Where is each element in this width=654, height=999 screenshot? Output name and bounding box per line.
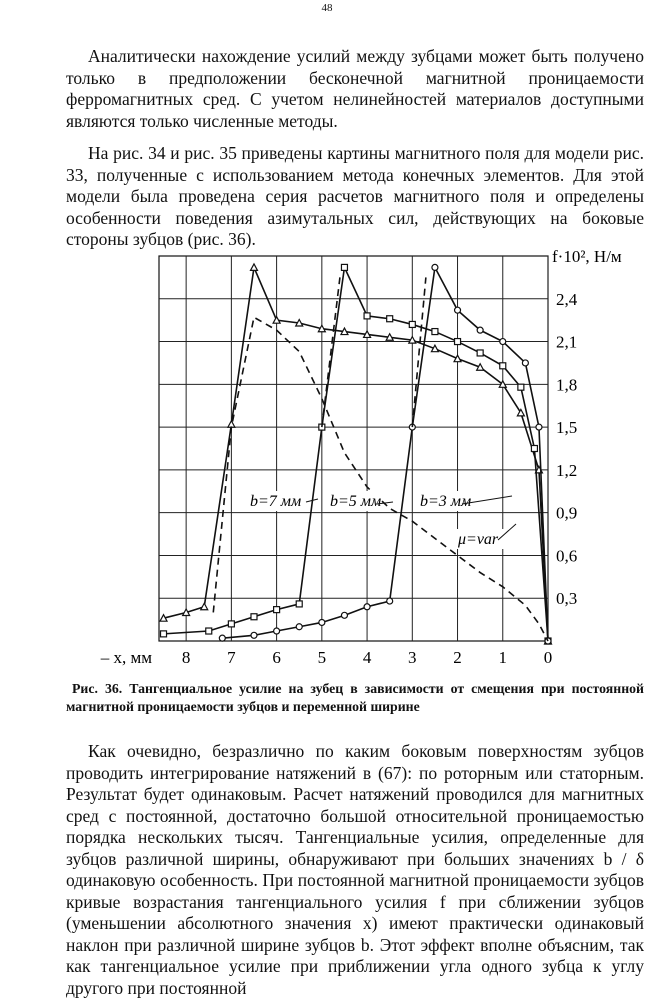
paragraph-1: Аналитически нахождение усилий между зубцами может быть получено только в предположении бесконечной магнитной проницаемости ферромагнитных сред. С учетом нелинейностей материалов доступными являются только численные методы.: [66, 46, 644, 131]
square-marker: [251, 614, 257, 620]
series-line: [164, 267, 548, 641]
circle-marker: [274, 628, 280, 634]
x-axis-label: – x, мм: [100, 648, 152, 667]
circle-marker: [432, 264, 438, 270]
square-marker: [409, 321, 415, 327]
x-tick-label: 7: [227, 648, 236, 667]
circle-marker: [364, 604, 370, 610]
circle-marker: [455, 307, 461, 313]
square-marker: [455, 339, 461, 345]
square-marker: [500, 363, 506, 369]
square-marker: [228, 621, 234, 627]
series-label: μ=var: [458, 531, 499, 548]
square-marker: [296, 601, 302, 607]
x-tick-label: 4: [362, 648, 372, 667]
circle-marker: [341, 612, 347, 618]
square-marker: [387, 316, 393, 322]
series-line: [164, 267, 548, 641]
circle-marker: [536, 424, 542, 430]
square-marker: [274, 607, 280, 613]
circle-marker: [219, 635, 225, 641]
paragraph-2: На рис. 34 и рис. 35 приведены картины магнитного поля для модели рис. 33, полученные с использованием метода конечных элементов. Для этой модели была проведена серия расчетов магнитного поля и определены особенности поведения азимутальных сил, действующих на боковые стороны зубцов (рис. 36).: [66, 143, 644, 249]
figure-caption: Рис. 36. Тангенциальное усилие на зубец в зависимости от смещения при постоянной магнитной проницаемости зубцов и переменной ширине: [66, 681, 644, 714]
square-marker: [477, 350, 483, 356]
circle-marker: [522, 360, 528, 366]
y-tick-label: 1,5: [556, 418, 578, 438]
series-line: [412, 277, 426, 427]
y-axis-label: f·10², Н/м: [552, 247, 622, 266]
x-tick-label: 1: [498, 648, 508, 667]
circle-marker: [500, 339, 506, 345]
x-tick-label: 0: [543, 648, 553, 667]
circle-marker: [319, 619, 325, 625]
series-label: b=3 мм: [420, 493, 472, 510]
force-chart: [0, 244, 654, 674]
x-tick-label: 6: [272, 648, 281, 667]
page-number: 48: [321, 2, 333, 14]
series-label: b=7 мм: [250, 493, 302, 510]
y-tick-label: 1,2: [556, 460, 578, 480]
figure-36: [0, 244, 654, 674]
square-marker: [161, 631, 167, 637]
y-tick-label: 0,9: [556, 503, 578, 523]
x-tick-label: 8: [181, 648, 191, 667]
triangle-marker: [250, 264, 257, 271]
triangle-marker: [228, 421, 235, 428]
circle-marker: [251, 632, 257, 638]
square-marker: [432, 329, 438, 335]
triangle-marker: [201, 603, 208, 610]
y-tick-label: 2,4: [556, 289, 578, 309]
plot-frame: [159, 256, 548, 641]
series-line: [213, 317, 548, 641]
square-marker: [341, 264, 347, 270]
y-tick-label: 1,8: [556, 375, 578, 395]
series-label: b=5 мм: [330, 493, 382, 510]
circle-marker: [387, 598, 393, 604]
square-marker: [206, 628, 212, 634]
square-marker: [518, 384, 524, 390]
y-tick-label: 0,6: [556, 546, 578, 566]
y-tick-label: 0,3: [556, 589, 578, 609]
paragraph-3: Как очевидно, безразлично по каким боковым поверхностям зубцов проводить интегрирование натяжений в (67): по роторным или статорным. Результат будет одинаковым. Расчет натяжений проводился для магнитных сред с постоянной, достаточно большой относительной проницаемостью порядка нескольких тысяч. Тангенциальные усилия, определенные для зубцов различной ширины, обнаруживают при больших значениях b / δ одинаковую особенность. При постоянной магнитной проницаемости зубцов кривые возрастания тангенциального усилия f при сближении зубцов (уменьшении абсолютного значения x) имеют практически одинаковый наклон при различной ширине зубцов b. Этот эффект вполне объясним, так как тангенциальное усилие при приближении угла одного зубца к углу другого при постоянной: [66, 741, 644, 998]
circle-marker: [477, 327, 483, 333]
square-marker: [364, 313, 370, 319]
square-marker: [531, 446, 537, 452]
x-tick-label: 3: [408, 648, 417, 667]
y-tick-label: 2,1: [556, 332, 578, 352]
x-tick-label: 5: [317, 648, 327, 667]
circle-marker: [296, 624, 302, 630]
x-tick-label: 2: [453, 648, 462, 667]
